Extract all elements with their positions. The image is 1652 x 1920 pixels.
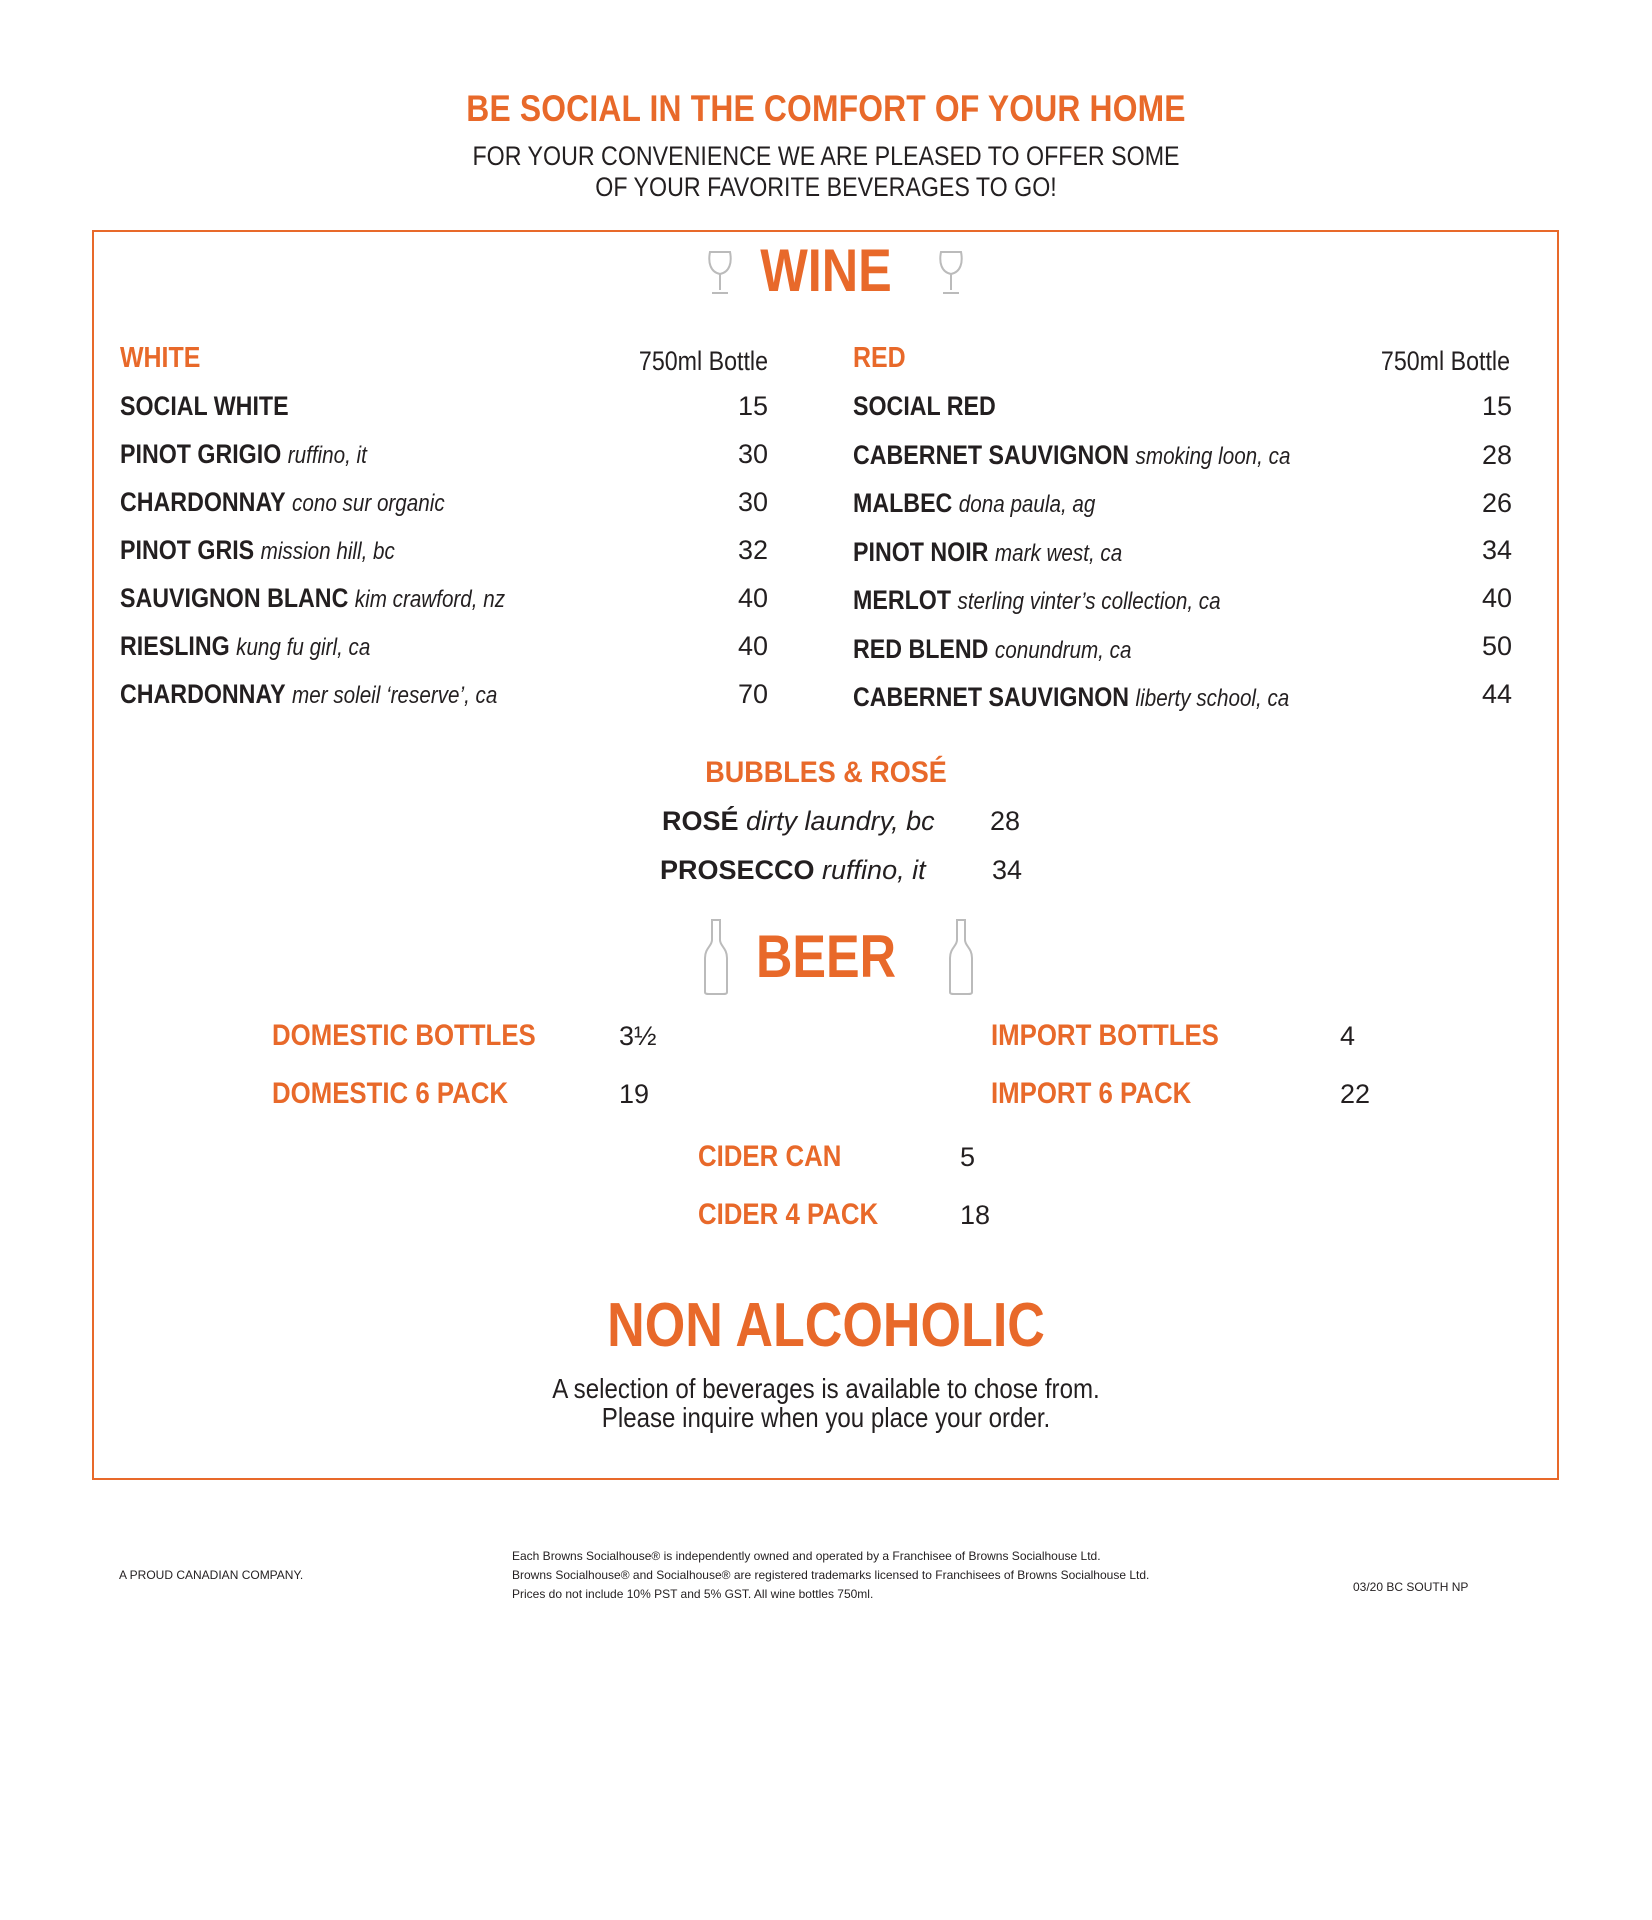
item-price: 28 xyxy=(990,806,1021,836)
list-item: CABERNET SAUVIGNON liberty school, ca xyxy=(853,682,1290,712)
domestic-bottles-price: 3½ xyxy=(619,1021,657,1051)
list-item: SAUVIGNON BLANC kim crawford, nz xyxy=(120,583,506,613)
red-unit: 750ml Bottle xyxy=(1380,346,1510,376)
import-6-pack-price: 22 xyxy=(1340,1079,1371,1109)
item-price: 34 xyxy=(992,855,1023,885)
beer-section-title: BEER xyxy=(755,923,897,990)
list-item: ROSÉ dirty laundry, bc xyxy=(662,806,935,836)
page-title: BE SOCIAL IN THE COMFORT OF YOUR HOME xyxy=(466,88,1186,129)
list-item: PINOT NOIR mark west, ca xyxy=(853,537,1123,567)
item-price: 28 xyxy=(1481,440,1512,470)
red-heading: RED xyxy=(853,342,906,374)
list-item: SOCIAL RED xyxy=(853,391,996,421)
white-heading: WHITE xyxy=(120,342,201,374)
white-unit: 750ml Bottle xyxy=(638,346,768,376)
domestic-6-pack-label: DOMESTIC 6 PACK xyxy=(272,1077,509,1110)
non-alcoholic-title: NON ALCOHOLIC xyxy=(607,1291,1045,1360)
item-price: 44 xyxy=(1481,679,1512,709)
item-price: 40 xyxy=(737,631,768,661)
page-subtitle-line2: OF YOUR FAVORITE BEVERAGES TO GO! xyxy=(595,172,1057,202)
footer-legal-line1: Each Browns Socialhouse® is independently owned and operated by a Franchisee of Browns Socialhouse Ltd. xyxy=(512,1549,1101,1563)
item-price: 15 xyxy=(1481,391,1512,421)
list-item: MERLOT sterling vinter’s collection, ca xyxy=(853,585,1221,615)
cider-4-pack-price: 18 xyxy=(960,1200,991,1230)
footer-company-tagline: A PROUD CANADIAN COMPANY. xyxy=(119,1568,304,1582)
list-item: PROSECCO ruffino, it xyxy=(660,855,926,885)
domestic-6-pack-price: 19 xyxy=(619,1079,650,1109)
list-item: CHARDONNAY mer soleil ‘reserve’, ca xyxy=(120,679,498,709)
list-item: MALBEC dona paula, ag xyxy=(853,488,1096,518)
list-item: RIESLING kung fu girl, ca xyxy=(120,631,371,661)
import-bottles-label: IMPORT BOTTLES xyxy=(991,1019,1219,1052)
item-price: 30 xyxy=(737,439,768,469)
cider-can-price: 5 xyxy=(960,1142,976,1172)
wine-section-title: WINE xyxy=(760,237,892,304)
item-price: 32 xyxy=(737,535,768,565)
item-price: 34 xyxy=(1481,535,1512,565)
list-item: RED BLEND conundrum, ca xyxy=(853,634,1132,664)
footer-legal-line2: Browns Socialhouse® and Socialhouse® are registered trademarks licensed to Franchisees of Browns Socialhouse Ltd. xyxy=(512,1568,1150,1582)
domestic-bottles-label: DOMESTIC BOTTLES xyxy=(272,1019,536,1052)
item-price: 50 xyxy=(1481,631,1512,661)
footer-version-code: 03/20 BC SOUTH NP xyxy=(1353,1580,1469,1594)
bubbles-heading: BUBBLES & ROSÉ xyxy=(705,756,947,789)
cider-4-pack-label: CIDER 4 PACK xyxy=(698,1198,879,1231)
item-price: 30 xyxy=(737,487,768,517)
beer-bottle-icon xyxy=(948,918,974,996)
import-6-pack-label: IMPORT 6 PACK xyxy=(991,1077,1192,1110)
list-item: SOCIAL WHITE xyxy=(120,391,289,421)
cider-can-label: CIDER CAN xyxy=(698,1140,842,1173)
item-price: 40 xyxy=(1481,583,1512,613)
list-item: PINOT GRIS mission hill, bc xyxy=(120,535,395,565)
item-price: 70 xyxy=(737,679,768,709)
item-price: 15 xyxy=(737,391,768,421)
non-alcoholic-line2: Please inquire when you place your order. xyxy=(601,1402,1051,1433)
import-bottles-price: 4 xyxy=(1340,1021,1356,1051)
non-alcoholic-line1: A selection of beverages is available to chose from. xyxy=(552,1373,1100,1404)
item-price: 26 xyxy=(1481,488,1512,518)
page-subtitle-line1: FOR YOUR CONVENIENCE WE ARE PLEASED TO OFFER SOME xyxy=(472,141,1180,171)
list-item: CABERNET SAUVIGNON smoking loon, ca xyxy=(853,440,1291,470)
list-item: PINOT GRIGIO ruffino, it xyxy=(120,439,367,469)
footer-legal-line3: Prices do not include 10% PST and 5% GST. All wine bottles 750ml. xyxy=(512,1587,874,1601)
list-item: CHARDONNAY cono sur organic xyxy=(120,487,445,517)
wine-glass-icon xyxy=(937,250,965,296)
item-price: 40 xyxy=(737,583,768,613)
